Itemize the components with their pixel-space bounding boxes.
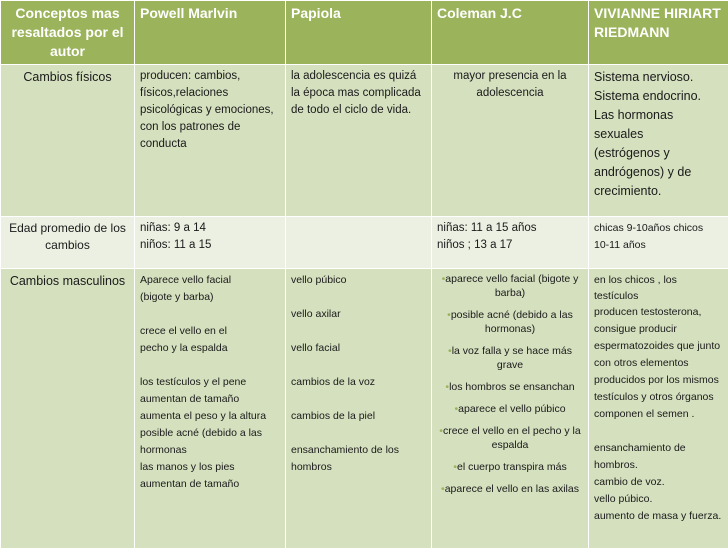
cell-line: producen testosterona,	[594, 304, 723, 321]
cell-line: cambios de la piel	[291, 408, 426, 425]
cell-line: vello facial	[291, 340, 426, 357]
cell-line: hormonas	[140, 442, 280, 459]
cell-line: hombros	[291, 459, 426, 476]
cell-papiola	[286, 217, 432, 269]
bullet-item: • crece el vello en el pecho y la espalda	[437, 424, 583, 452]
cell-line: los testículos y el pene	[140, 374, 280, 391]
cell-powell	[135, 217, 286, 269]
cell-line	[291, 289, 426, 306]
cell-line: adolescencia	[437, 85, 583, 102]
cell-line: crece el vello en el	[140, 323, 280, 340]
header-hiriart: VIVIANNE HIRIART RIEDMANN	[589, 1, 728, 65]
cell-line: (estrógenos y	[594, 144, 723, 163]
cell-line: psicológicas y emociones,	[140, 102, 280, 119]
cell-hiriart	[589, 65, 728, 217]
cell-hiriart	[589, 217, 728, 269]
cell-line: espermatozoides que junto	[594, 338, 723, 355]
cell-line: (bigote y barba)	[140, 289, 280, 306]
cell-line: Sistema endocrino.	[594, 87, 723, 106]
bullet-item: • la voz falla y se hace más grave	[437, 344, 583, 372]
cell-line: 10-11 años	[594, 237, 723, 254]
table-row	[1, 65, 728, 217]
cell-line: aumentan de tamaño	[140, 391, 280, 408]
cell-papiola	[286, 65, 432, 217]
cell-line: hombros.	[594, 457, 723, 474]
bullet-item: • posible acné (debido a las hormonas)	[437, 308, 583, 336]
cell-line	[291, 425, 426, 442]
cell-papiola	[286, 269, 432, 549]
bullet-item: • los hombros se ensanchan	[437, 380, 583, 394]
cell-line: andrógenos) y de	[594, 163, 723, 182]
header-row	[1, 1, 728, 65]
cell-line: consigue producir	[594, 321, 723, 338]
cell-coleman	[432, 65, 589, 217]
table-row	[1, 217, 728, 269]
cell-line: aumenta el peso y la altura	[140, 408, 280, 425]
cell-line: mayor presencia en la	[437, 68, 583, 85]
cell-line: en los chicos , los testículos	[594, 272, 723, 304]
cell-line: producidos por los mismos	[594, 372, 723, 389]
cell-line: conducta	[140, 136, 280, 153]
bullet-item: • aparece vello facial (bigote y barba)	[437, 272, 583, 300]
cell-line: con los patrones de	[140, 119, 280, 136]
cell-line: las manos y los pies	[140, 459, 280, 476]
cell-line: cambio de voz.	[594, 474, 723, 491]
bullet-item: • el cuerpo transpira más	[437, 460, 583, 474]
cell-line: Las hormonas sexuales	[594, 106, 723, 144]
cell-line: físicos,relaciones	[140, 85, 280, 102]
cell-line: con otros elementos	[594, 355, 723, 372]
cell-line: componen el semen .	[594, 406, 723, 423]
cell-line: Sistema nervioso.	[594, 68, 723, 87]
cell-line: la adolescencia es quizá	[291, 68, 426, 85]
cell-line: aumento de masa y fuerza.	[594, 508, 723, 525]
cell-line: vello púbico	[291, 272, 426, 289]
cell-coleman	[432, 269, 589, 549]
header-powell: Powell Marlvin	[135, 1, 286, 65]
cell-line: Aparece vello facial	[140, 272, 280, 289]
header-concepts: Conceptos mas resaltados por el autor	[1, 1, 135, 65]
cell-line: aumentan de tamaño	[140, 476, 280, 493]
row-label: Edad promedio de los cambios	[1, 217, 135, 269]
cell-line: pecho y la espalda	[140, 340, 280, 357]
cell-powell	[135, 269, 286, 549]
cell-line: niñas: 9 a 14	[140, 220, 280, 237]
cell-powell	[135, 65, 286, 217]
cell-line	[291, 323, 426, 340]
cell-line	[594, 423, 723, 440]
bullet-item: • aparece el vello púbico	[437, 402, 583, 416]
cell-line: posible acné (debido a las	[140, 425, 280, 442]
cell-line: ensanchamiento de	[594, 440, 723, 457]
cell-line: producen: cambios,	[140, 68, 280, 85]
cell-line: de todo el ciclo de vida.	[291, 102, 426, 119]
cell-line	[140, 357, 280, 374]
cell-line: niños ; 13 a 17	[437, 237, 583, 254]
bullet-item: • aparece el vello en las axilas	[437, 482, 583, 496]
cell-line: la época mas complicada	[291, 85, 426, 102]
row-label: Cambios físicos	[1, 65, 135, 217]
cell-line: vello púbico.	[594, 491, 723, 508]
header-papiola: Papiola	[286, 1, 432, 65]
cell-coleman	[432, 217, 589, 269]
header-coleman: Coleman J.C	[432, 1, 589, 65]
cell-line: crecimiento.	[594, 182, 723, 201]
cell-line: testículos y otros órganos	[594, 389, 723, 406]
cell-line	[291, 391, 426, 408]
row-label: Cambios masculinos	[1, 269, 135, 549]
cell-line	[291, 357, 426, 374]
cell-hiriart	[589, 269, 728, 549]
cell-line: ensanchamiento de los	[291, 442, 426, 459]
cell-line: niños: 11 a 15	[140, 237, 280, 254]
cell-line: cambios de la voz	[291, 374, 426, 391]
cell-line: vello axilar	[291, 306, 426, 323]
cell-line: niñas: 11 a 15 años	[437, 220, 583, 237]
table-row	[1, 269, 728, 549]
cell-line	[140, 306, 280, 323]
cell-line: chicas 9-10años chicos	[594, 220, 723, 237]
